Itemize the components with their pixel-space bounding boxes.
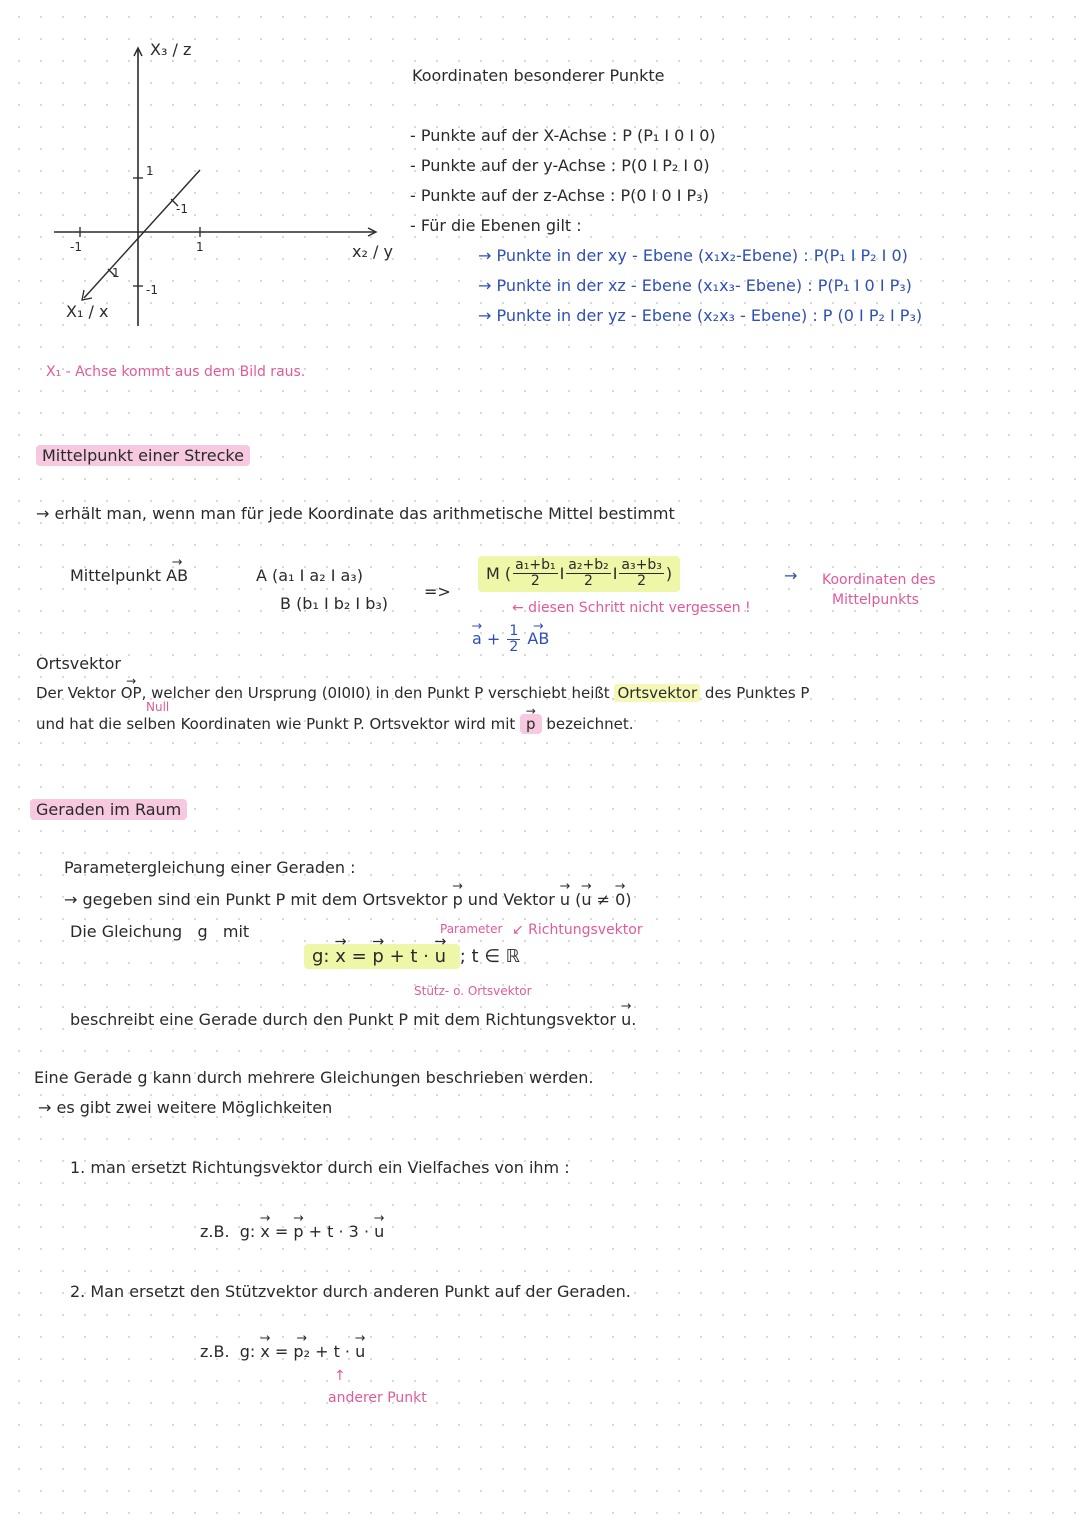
midpoint-heading: Mittelpunkt einer Strecke [36, 446, 250, 465]
multi-equations: Eine Gerade g kann durch mehrere Gleichungen beschrieben werden. [34, 1068, 594, 1087]
implies-arrow: => [424, 582, 451, 601]
example-2: z.B. g: → x = → p₂ + t · → u [200, 1342, 365, 1361]
axis-note: X₁ - Achse kommt aus dem Bild raus. [46, 364, 306, 380]
other-point-label: anderer Punkt [328, 1390, 427, 1406]
parameter-label: Parameter [440, 922, 503, 936]
tick-label: 1 [196, 240, 204, 254]
option-1: 1. man ersetzt Richtungsvektor durch ein Vielfaches von ihm : [70, 1158, 570, 1177]
yz-plane-points: → Punkte in der yz - Ebene (x₂x₃ - Ebene) : P (0 I P₂ I P₃) [478, 306, 923, 325]
describes-line: beschreibt eine Gerade durch den Punkt P mit dem Richtungsvektor → u. [70, 1010, 636, 1029]
point-a: A (a₁ I a₂ I a₃) [256, 566, 363, 585]
direction-label: ↙ Richtungsvektor [512, 922, 643, 938]
line-equation: g: → x = → p + t · → u ; t ∈ ℝ [304, 946, 520, 968]
null-label: Null [146, 700, 170, 714]
option-2: 2. Man ersetzt den Stützvektor durch anderen Punkt auf der Geraden. [70, 1282, 631, 1301]
ortsvektor-line2: und hat die selben Koordinaten wie Punkt P. Ortsvektor wird mit → p bezeichnet. [36, 714, 633, 734]
side-note-line1: Koordinaten des [822, 572, 936, 588]
ortsvektor-heading: Ortsvektor [36, 654, 121, 673]
special-points-title: Koordinaten besonderer Punkte [412, 66, 665, 85]
tick-label: -1 [70, 240, 82, 254]
coordinate-system [40, 36, 410, 336]
tick-label: 1 [146, 164, 154, 178]
lines-heading: Geraden im Raum [30, 800, 187, 819]
given-line: → gegeben sind ein Punkt P mit dem Ortsvektor → p und Vektor → u (→ u ≠ → 0) [64, 890, 632, 909]
tick-label: -1 [146, 283, 158, 297]
midpoint-intro: → erhält man, wenn man für jede Koordinate das arithmetische Mittel bestimmt [36, 504, 675, 523]
ortsvektor-line1: Der Vektor → OP, welcher den Ursprung (0I0I0) in den Punkt P verschiebt heißt Ortsvektor des Punktes P [36, 684, 809, 702]
xz-plane-points: → Punkte in der xz - Ebene (x₁x₃- Ebene) : P(P₁ I 0 I P₃) [478, 276, 912, 295]
x-axis-points: - Punkte auf der X-Achse : P (P₁ I 0 I 0) [410, 126, 716, 145]
planes-intro: - Für die Ebenen gilt : [410, 216, 582, 235]
side-note-line2: Mittelpunkts [832, 592, 919, 608]
other-point-arrow: ↑ [334, 1368, 346, 1384]
midpoint-formula: M ( $\frac{\text{a₁+b₁}}{2}$ I $\frac{\text{a₂+b₂}}{2}$ I $\frac{\text{a₃+b₃}}{2}$ ) [478, 556, 680, 592]
support-label: Stütz- o. Ortsvektor [414, 984, 532, 998]
two-more: → es gibt zwei weitere Möglichkeiten [38, 1098, 333, 1117]
y-axis-points: - Punkte auf der y-Achse : P(0 I P₂ I 0) [410, 156, 710, 175]
x3-axis-label: X₃ / z [150, 40, 192, 59]
point-b: B (b₁ I b₂ I b₃) [280, 594, 389, 613]
hint-note: ← diesen Schritt nicht vergessen ! [512, 600, 751, 616]
midpoint-label: Mittelpunkt → AB [70, 566, 188, 585]
param-title: Parametergleichung einer Geraden : [64, 858, 356, 877]
alt-formula: → a + $\frac{1}{2}$ → AB [472, 624, 549, 656]
example-1: z.B. g: → x = → p + t · 3 · → u [200, 1222, 384, 1241]
x1-axis-label: X₁ / x [66, 302, 109, 321]
x2-axis-label: x₂ / y [352, 242, 393, 261]
equation-label: Die Gleichung g mit [70, 922, 250, 941]
segment-ab: → AB [166, 566, 188, 585]
xy-plane-points: → Punkte in der xy - Ebene (x₁x₂-Ebene) : P(P₁ I P₂ I 0) [478, 246, 908, 265]
tick-label: 1 [112, 266, 120, 280]
z-axis-points: - Punkte auf der z-Achse : P(0 I 0 I P₃) [410, 186, 709, 205]
tick-label: -1 [176, 202, 188, 216]
formula-arrow: → [784, 566, 798, 585]
